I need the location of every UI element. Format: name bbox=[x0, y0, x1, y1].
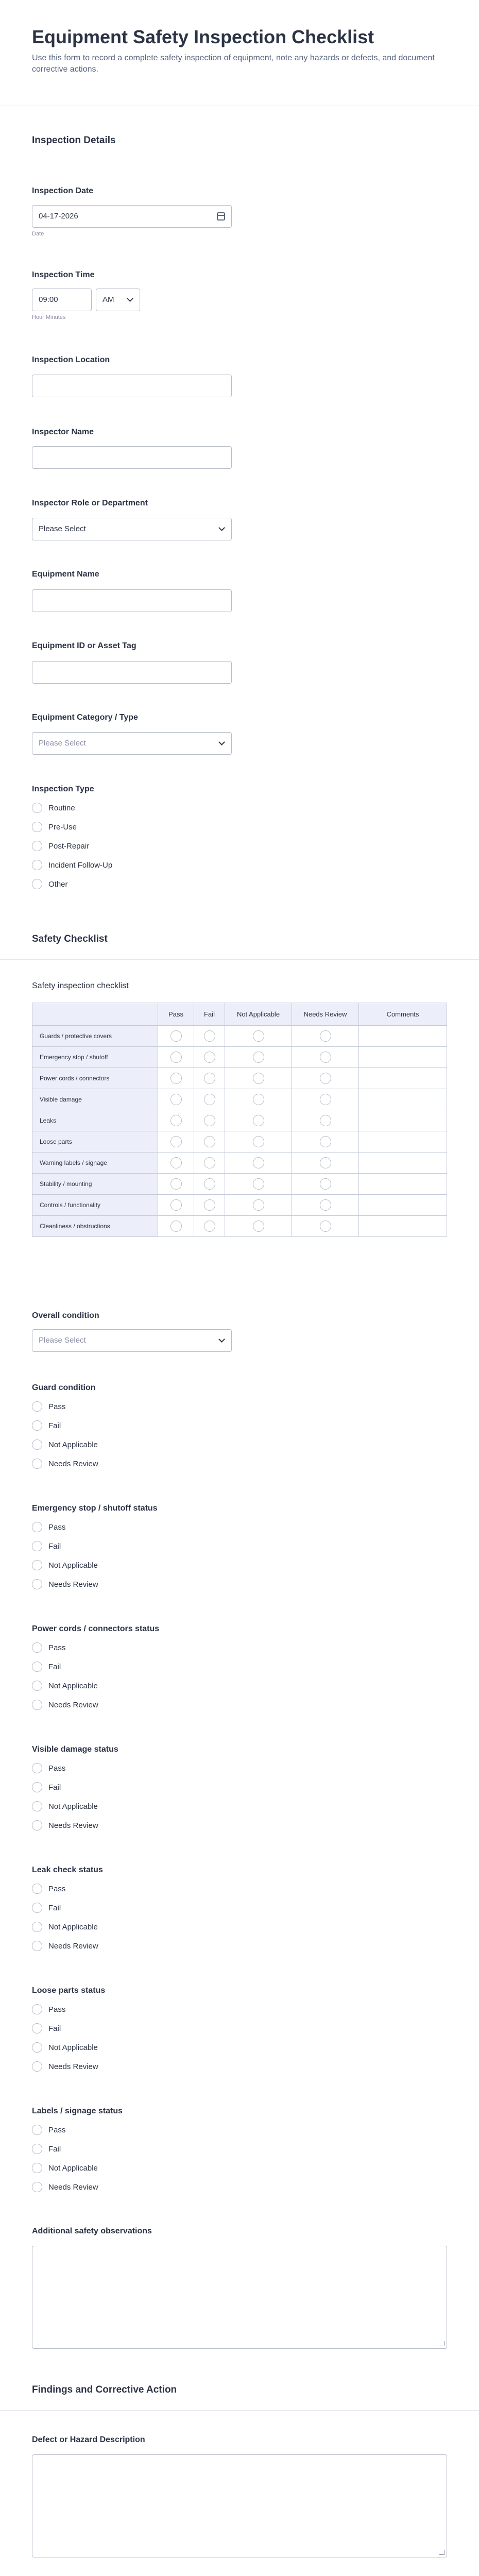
inspection-type-label: Inspection Type bbox=[32, 785, 94, 793]
matrix-radio-button[interactable] bbox=[204, 1115, 215, 1126]
radio-button[interactable] bbox=[32, 1782, 42, 1792]
chevron-down-icon bbox=[218, 524, 225, 531]
radio-button[interactable] bbox=[32, 1522, 42, 1532]
matrix-row bbox=[32, 1216, 447, 1237]
matrix-radio-button[interactable] bbox=[204, 1073, 215, 1084]
status-option-label: Pass bbox=[48, 1764, 66, 1773]
section-title-checklist: Safety Checklist bbox=[32, 934, 108, 944]
resize-grip-icon[interactable] bbox=[439, 2550, 444, 2555]
matrix-row bbox=[32, 1047, 447, 1068]
matrix-radio-button[interactable] bbox=[204, 1030, 215, 1042]
matrix-row-label: Guards / protective covers bbox=[32, 1026, 158, 1047]
matrix-radio-button[interactable] bbox=[253, 1094, 264, 1105]
matrix-cell bbox=[225, 1131, 292, 1153]
matrix-row-label: Leaks bbox=[32, 1110, 158, 1131]
radio-button[interactable] bbox=[32, 1763, 42, 1773]
radio-button[interactable] bbox=[32, 803, 42, 813]
matrix-radio-button[interactable] bbox=[204, 1199, 215, 1211]
status-option-label: Fail bbox=[48, 1662, 61, 1671]
overall-condition-label: Overall condition bbox=[32, 1311, 99, 1320]
matrix-cell bbox=[194, 1089, 225, 1110]
radio-button[interactable] bbox=[32, 2144, 42, 2154]
matrix-row-label: Controls / functionality bbox=[32, 1195, 158, 1216]
radio-button[interactable] bbox=[32, 1801, 42, 1811]
status-option[interactable] bbox=[32, 1883, 65, 1895]
matrix-cell bbox=[194, 1174, 225, 1195]
matrix-radio-button[interactable] bbox=[170, 1157, 182, 1168]
radio-button[interactable] bbox=[32, 1541, 42, 1551]
matrix-row-label: Cleanliness / obstructions bbox=[32, 1216, 158, 1237]
overall-condition-placeholder: Please Select bbox=[39, 1336, 86, 1345]
matrix-radio-button[interactable] bbox=[204, 1094, 215, 1105]
matrix-cell bbox=[292, 1047, 359, 1068]
status-option[interactable] bbox=[32, 1419, 61, 1432]
matrix-radio-button[interactable] bbox=[170, 1199, 182, 1211]
status-question-label: Leak check status bbox=[32, 1866, 103, 1874]
matrix-radio-button[interactable] bbox=[204, 1136, 215, 1147]
status-option[interactable] bbox=[32, 1660, 61, 1673]
matrix-comment-cell[interactable] bbox=[359, 1131, 447, 1153]
matrix-row bbox=[32, 1195, 447, 1216]
status-option[interactable] bbox=[32, 1540, 61, 1552]
matrix-corner bbox=[32, 1003, 158, 1026]
matrix-cell bbox=[194, 1047, 225, 1068]
matrix-radio-button[interactable] bbox=[320, 1157, 331, 1168]
matrix-cell bbox=[158, 1195, 194, 1216]
matrix-radio-button[interactable] bbox=[253, 1052, 264, 1063]
matrix-cell bbox=[158, 1131, 194, 1153]
status-question-label: Loose parts status bbox=[32, 1986, 106, 1995]
equipment-name-label: Equipment Name bbox=[32, 570, 99, 579]
ampm-select[interactable] bbox=[96, 289, 140, 311]
status-question-label: Power cords / connectors status bbox=[32, 1624, 160, 1633]
inspection-type-option[interactable]: Other bbox=[32, 878, 68, 890]
status-option[interactable] bbox=[32, 1521, 65, 1533]
matrix-radio-button[interactable] bbox=[320, 1136, 331, 1147]
matrix-radio-button[interactable] bbox=[170, 1094, 182, 1105]
status-option[interactable] bbox=[32, 1641, 65, 1654]
inspection-type-option[interactable]: Incident Follow-Up bbox=[32, 859, 112, 871]
radio-button[interactable] bbox=[32, 879, 42, 889]
matrix-cell bbox=[225, 1174, 292, 1195]
matrix-radio-button[interactable] bbox=[320, 1094, 331, 1105]
matrix-comment-cell[interactable] bbox=[359, 1216, 447, 1237]
matrix-cell bbox=[292, 1131, 359, 1153]
section-title-details: Inspection Details bbox=[32, 135, 116, 146]
matrix-cell bbox=[158, 1068, 194, 1089]
matrix-col-header: Pass bbox=[158, 1003, 194, 1026]
inspection-location-input[interactable] bbox=[32, 375, 232, 397]
radio-button[interactable] bbox=[32, 1903, 42, 1913]
matrix-row-label: Warning labels / signage bbox=[32, 1153, 158, 1174]
matrix-cell bbox=[225, 1153, 292, 1174]
matrix-cell bbox=[292, 1216, 359, 1237]
matrix-comment-cell[interactable] bbox=[359, 1026, 447, 1047]
status-option-label: Pass bbox=[48, 1402, 66, 1411]
matrix-radio-button[interactable] bbox=[204, 1052, 215, 1063]
status-option[interactable] bbox=[32, 1781, 61, 1793]
radio-button[interactable] bbox=[32, 2004, 42, 2014]
status-option[interactable] bbox=[32, 1438, 98, 1451]
matrix-cell bbox=[194, 1110, 225, 1131]
radio-button[interactable] bbox=[32, 1579, 42, 1589]
matrix-radio-button[interactable] bbox=[253, 1178, 264, 1190]
radio-button[interactable] bbox=[32, 2163, 42, 2173]
matrix-comment-cell[interactable] bbox=[359, 1195, 447, 1216]
status-option-label: Fail bbox=[48, 1421, 61, 1430]
chevron-down-icon bbox=[127, 295, 133, 302]
matrix-radio-button[interactable] bbox=[170, 1052, 182, 1063]
matrix-col-header: Needs Review bbox=[292, 1003, 359, 1026]
section-divider bbox=[0, 959, 479, 960]
status-option[interactable] bbox=[32, 2143, 61, 2155]
status-option[interactable] bbox=[32, 1578, 98, 1590]
status-question-label: Labels / signage status bbox=[32, 2107, 123, 2115]
matrix-cell bbox=[194, 1195, 225, 1216]
status-option[interactable] bbox=[32, 1921, 98, 1933]
status-option-label: Not Applicable bbox=[48, 1922, 98, 1931]
matrix-cell bbox=[194, 1153, 225, 1174]
inspection-location-label: Inspection Location bbox=[32, 355, 110, 364]
additional-observations-label: Additional safety observations bbox=[32, 2227, 152, 2235]
defect-label: Defect or Hazard Description bbox=[32, 2435, 145, 2444]
matrix-comment-cell[interactable] bbox=[359, 1068, 447, 1089]
radio-button[interactable] bbox=[32, 1662, 42, 1672]
form-subtitle: Use this form to record a complete safety inspection of equipment, note any hazards or defects, and document corrective actions. bbox=[32, 54, 435, 74]
resize-grip-icon[interactable] bbox=[439, 2341, 444, 2346]
matrix-radio-button[interactable] bbox=[170, 1073, 182, 1084]
matrix-radio-button[interactable] bbox=[320, 1115, 331, 1126]
equipment-id-label: Equipment ID or Asset Tag bbox=[32, 641, 136, 650]
status-option-label: Needs Review bbox=[48, 2182, 98, 2192]
status-option-label: Not Applicable bbox=[48, 1440, 98, 1449]
status-option-label: Not Applicable bbox=[48, 2163, 98, 2173]
inspection-time-sublabel: Hour Minutes bbox=[32, 314, 66, 320]
status-option[interactable] bbox=[32, 2162, 98, 2174]
inspection-type-option[interactable]: Post-Repair bbox=[32, 840, 89, 852]
status-question-label: Visible damage status bbox=[32, 1745, 118, 1754]
section-divider bbox=[0, 2410, 479, 2411]
matrix-row-label: Emergency stop / shutoff bbox=[32, 1047, 158, 1068]
additional-observations-textarea[interactable] bbox=[32, 2246, 447, 2349]
overall-condition-select[interactable] bbox=[32, 1329, 232, 1352]
ampm-value: AM bbox=[102, 295, 114, 304]
matrix-cell bbox=[194, 1026, 225, 1047]
matrix-col-header: Comments bbox=[359, 1003, 447, 1026]
status-option[interactable] bbox=[32, 1400, 65, 1413]
matrix-radio-button[interactable] bbox=[170, 1115, 182, 1126]
radio-button[interactable] bbox=[32, 1439, 42, 1450]
status-option-label: Pass bbox=[48, 2005, 66, 2014]
equipment-name-input[interactable] bbox=[32, 589, 232, 612]
status-option[interactable] bbox=[32, 1762, 65, 1774]
matrix-radio-button[interactable] bbox=[170, 1221, 182, 1232]
inspection-date-value: 04-17-2026 bbox=[39, 212, 78, 221]
matrix-cell bbox=[292, 1089, 359, 1110]
radio-button[interactable] bbox=[32, 1420, 42, 1431]
matrix-radio-button[interactable] bbox=[253, 1115, 264, 1126]
matrix-cell bbox=[158, 1153, 194, 1174]
radio-button[interactable] bbox=[32, 1820, 42, 1831]
status-option-label: Pass bbox=[48, 2125, 66, 2134]
matrix-cell bbox=[194, 1068, 225, 1089]
matrix-cell bbox=[225, 1089, 292, 1110]
inspection-date-input[interactable] bbox=[32, 205, 232, 228]
matrix-row bbox=[32, 1026, 447, 1047]
matrix-radio-button[interactable] bbox=[170, 1178, 182, 1190]
status-option[interactable] bbox=[32, 2022, 61, 2035]
equipment-category-label: Equipment Category / Type bbox=[32, 713, 138, 722]
inspection-time-label: Inspection Time bbox=[32, 270, 95, 279]
matrix-row bbox=[32, 1174, 447, 1195]
matrix-radio-button[interactable] bbox=[320, 1052, 331, 1063]
matrix-row bbox=[32, 1110, 447, 1131]
radio-button[interactable] bbox=[32, 2061, 42, 2072]
matrix-cell bbox=[225, 1068, 292, 1089]
matrix-header-row bbox=[32, 1003, 447, 1026]
status-option-label: Pass bbox=[48, 1884, 66, 1893]
status-option-label: Fail bbox=[48, 1903, 61, 1912]
radio-button[interactable] bbox=[32, 2182, 42, 2192]
status-question-label: Emergency stop / shutoff status bbox=[32, 1504, 158, 1513]
matrix-radio-button[interactable] bbox=[204, 1178, 215, 1190]
status-option-label: Needs Review bbox=[48, 1821, 98, 1830]
matrix-cell bbox=[292, 1110, 359, 1131]
matrix-row-label: Power cords / connectors bbox=[32, 1068, 158, 1089]
status-option-label: Needs Review bbox=[48, 1459, 98, 1468]
inspector-role-label: Inspector Role or Department bbox=[32, 499, 148, 507]
matrix-cell bbox=[158, 1174, 194, 1195]
inspection-date-label: Inspection Date bbox=[32, 187, 94, 195]
inspection-date-sublabel: Date bbox=[32, 231, 44, 237]
matrix-radio-button[interactable] bbox=[170, 1136, 182, 1147]
matrix-row-label: Stability / mounting bbox=[32, 1174, 158, 1195]
radio-button[interactable] bbox=[32, 822, 42, 832]
status-option[interactable] bbox=[32, 1940, 98, 1952]
matrix-row bbox=[32, 1068, 447, 1089]
status-question-label: Guard condition bbox=[32, 1383, 96, 1392]
status-option-label: Not Applicable bbox=[48, 1561, 98, 1570]
status-option[interactable] bbox=[32, 2060, 98, 2073]
matrix-radio-button[interactable] bbox=[253, 1199, 264, 1211]
status-option[interactable] bbox=[32, 1902, 61, 1914]
matrix-comment-cell[interactable] bbox=[359, 1174, 447, 1195]
matrix-col-header: Fail bbox=[194, 1003, 225, 1026]
equipment-category-placeholder: Please Select bbox=[39, 739, 86, 748]
matrix-cell bbox=[225, 1047, 292, 1068]
matrix-row-label: Loose parts bbox=[32, 1131, 158, 1153]
radio-button[interactable] bbox=[32, 1681, 42, 1691]
inspection-type-option[interactable]: Pre-Use bbox=[32, 821, 77, 833]
matrix-radio-button[interactable] bbox=[170, 1030, 182, 1042]
status-option[interactable] bbox=[32, 2181, 98, 2193]
status-option-label: Pass bbox=[48, 1643, 66, 1652]
chevron-down-icon bbox=[218, 1336, 225, 1343]
matrix-radio-button[interactable] bbox=[253, 1030, 264, 1042]
matrix-cell bbox=[292, 1174, 359, 1195]
status-option-label: Fail bbox=[48, 2024, 61, 2033]
inspection-time-input[interactable] bbox=[32, 289, 92, 311]
matrix-cell bbox=[158, 1026, 194, 1047]
form-header bbox=[0, 0, 479, 75]
matrix-comment-cell[interactable] bbox=[359, 1110, 447, 1131]
radio-button[interactable] bbox=[32, 2042, 42, 2053]
status-option-label: Not Applicable bbox=[48, 2043, 98, 2052]
matrix-radio-button[interactable] bbox=[320, 1221, 331, 1232]
radio-button[interactable] bbox=[32, 1700, 42, 1710]
inspector-role-select[interactable] bbox=[32, 518, 232, 540]
section-title-findings: Findings and Corrective Action bbox=[32, 2384, 177, 2395]
form-title: Equipment Safety Inspection Checklist bbox=[32, 26, 374, 47]
status-option-label: Not Applicable bbox=[48, 1681, 98, 1690]
matrix-cell bbox=[292, 1195, 359, 1216]
status-option[interactable] bbox=[32, 1800, 98, 1812]
status-option[interactable] bbox=[32, 2041, 98, 2054]
matrix-cell bbox=[194, 1131, 225, 1153]
matrix-radio-button[interactable] bbox=[320, 1030, 331, 1042]
equipment-category-select[interactable] bbox=[32, 732, 232, 755]
matrix-cell bbox=[225, 1195, 292, 1216]
status-option-label: Fail bbox=[48, 2144, 61, 2154]
matrix-radio-button[interactable] bbox=[320, 1178, 331, 1190]
matrix-cell bbox=[158, 1110, 194, 1131]
matrix-row bbox=[32, 1153, 447, 1174]
radio-button[interactable] bbox=[32, 2023, 42, 2033]
calendar-icon[interactable] bbox=[217, 212, 225, 221]
matrix-cell bbox=[158, 1047, 194, 1068]
status-option[interactable] bbox=[32, 1458, 98, 1470]
radio-button[interactable] bbox=[32, 1884, 42, 1894]
defect-textarea[interactable] bbox=[32, 2454, 447, 2557]
status-option[interactable] bbox=[32, 2003, 65, 2015]
status-option[interactable] bbox=[32, 1699, 98, 1711]
matrix-radio-button[interactable] bbox=[253, 1136, 264, 1147]
matrix-body bbox=[32, 1026, 447, 1237]
inspector-name-label: Inspector Name bbox=[32, 428, 94, 436]
status-option-label: Not Applicable bbox=[48, 1802, 98, 1811]
radio-button[interactable] bbox=[32, 2125, 42, 2135]
matrix-cell bbox=[292, 1026, 359, 1047]
matrix-comment-cell[interactable] bbox=[359, 1047, 447, 1068]
matrix-comment-cell[interactable] bbox=[359, 1089, 447, 1110]
equipment-id-input[interactable] bbox=[32, 661, 232, 684]
matrix-cell bbox=[225, 1110, 292, 1131]
status-option[interactable] bbox=[32, 1559, 98, 1571]
matrix-cell bbox=[194, 1216, 225, 1237]
matrix-radio-button[interactable] bbox=[253, 1157, 264, 1168]
chevron-down-icon bbox=[218, 739, 225, 745]
radio-button[interactable] bbox=[32, 1459, 42, 1469]
status-option-label: Needs Review bbox=[48, 2062, 98, 2071]
matrix-cell bbox=[292, 1068, 359, 1089]
inspector-role-value: Please Select bbox=[39, 524, 86, 533]
radio-button[interactable] bbox=[32, 1401, 42, 1412]
status-option-label: Needs Review bbox=[48, 1941, 98, 1951]
status-option-label: Fail bbox=[48, 1783, 61, 1792]
status-option-label: Fail bbox=[48, 1541, 61, 1551]
matrix-comment-cell[interactable] bbox=[359, 1153, 447, 1174]
inspection-time-value: 09:00 bbox=[39, 295, 58, 304]
matrix-radio-button[interactable] bbox=[320, 1199, 331, 1211]
inspector-name-input[interactable] bbox=[32, 446, 232, 469]
status-option[interactable] bbox=[32, 1819, 98, 1832]
matrix-cell bbox=[158, 1089, 194, 1110]
matrix-radio-button[interactable] bbox=[253, 1221, 264, 1232]
matrix-title: Safety inspection checklist bbox=[32, 981, 129, 990]
radio-button[interactable] bbox=[32, 860, 42, 870]
radio-button[interactable] bbox=[32, 1941, 42, 1951]
matrix-cell bbox=[158, 1216, 194, 1237]
status-option-label: Pass bbox=[48, 1522, 66, 1532]
matrix-radio-button[interactable] bbox=[204, 1157, 215, 1168]
matrix-radio-button[interactable] bbox=[320, 1073, 331, 1084]
inspection-type-option[interactable]: Routine bbox=[32, 802, 75, 814]
matrix-row bbox=[32, 1089, 447, 1110]
radio-button[interactable] bbox=[32, 841, 42, 851]
status-option-label: Needs Review bbox=[48, 1580, 98, 1589]
status-option-label: Needs Review bbox=[48, 1700, 98, 1709]
matrix-row bbox=[32, 1131, 447, 1153]
matrix-col-header: Not Applicable bbox=[225, 1003, 292, 1026]
matrix-cell bbox=[292, 1153, 359, 1174]
radio-button[interactable] bbox=[32, 1922, 42, 1932]
radio-button[interactable] bbox=[32, 1560, 42, 1570]
matrix-radio-button[interactable] bbox=[253, 1073, 264, 1084]
safety-matrix bbox=[32, 1003, 447, 1237]
matrix-cell bbox=[225, 1026, 292, 1047]
matrix-cell bbox=[225, 1216, 292, 1237]
matrix-row-label: Visible damage bbox=[32, 1089, 158, 1110]
status-option[interactable] bbox=[32, 2124, 65, 2136]
matrix-radio-button[interactable] bbox=[204, 1221, 215, 1232]
radio-button[interactable] bbox=[32, 1642, 42, 1653]
status-option[interactable] bbox=[32, 1680, 98, 1692]
